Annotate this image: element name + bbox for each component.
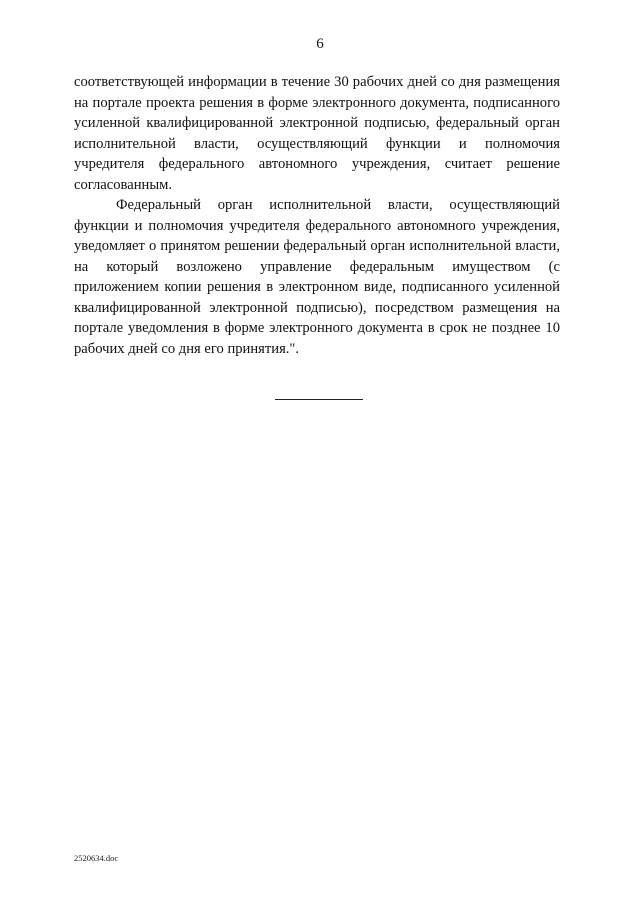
end-separator-line <box>275 399 363 400</box>
page-number: 6 <box>316 36 324 52</box>
document-file-id: 2520634.doc <box>74 853 119 863</box>
paragraph-continuation: соответствующей информации в течение 30 рабочих дней со дня размещения на портале проекта решения в форме электронного документа, подписанного усиленной квалифицированной электронной подписью, федеральный орган исполнительной власти, осуществляющий функции и полномочия учредителя федерального автономного учреждения, считает решение согласованным. <box>74 74 560 193</box>
paragraph-notification: Федеральный орган исполнительной власти, осуществляющий функции и полномочия учредителя федерального автономного учреждения, уведомляет о принятом решении федеральный орган исполнительной власти, на который возложено управление федеральным имуществом (с приложением копии решения в электронном виде, подписанного усиленной квалифицированной электронной подписью), посредством размещения на портале уведомления в форме электронного документа в срок не позднее 10 рабочих дней со дня его принятия.". <box>74 197 560 357</box>
document-body <box>74 72 560 359</box>
